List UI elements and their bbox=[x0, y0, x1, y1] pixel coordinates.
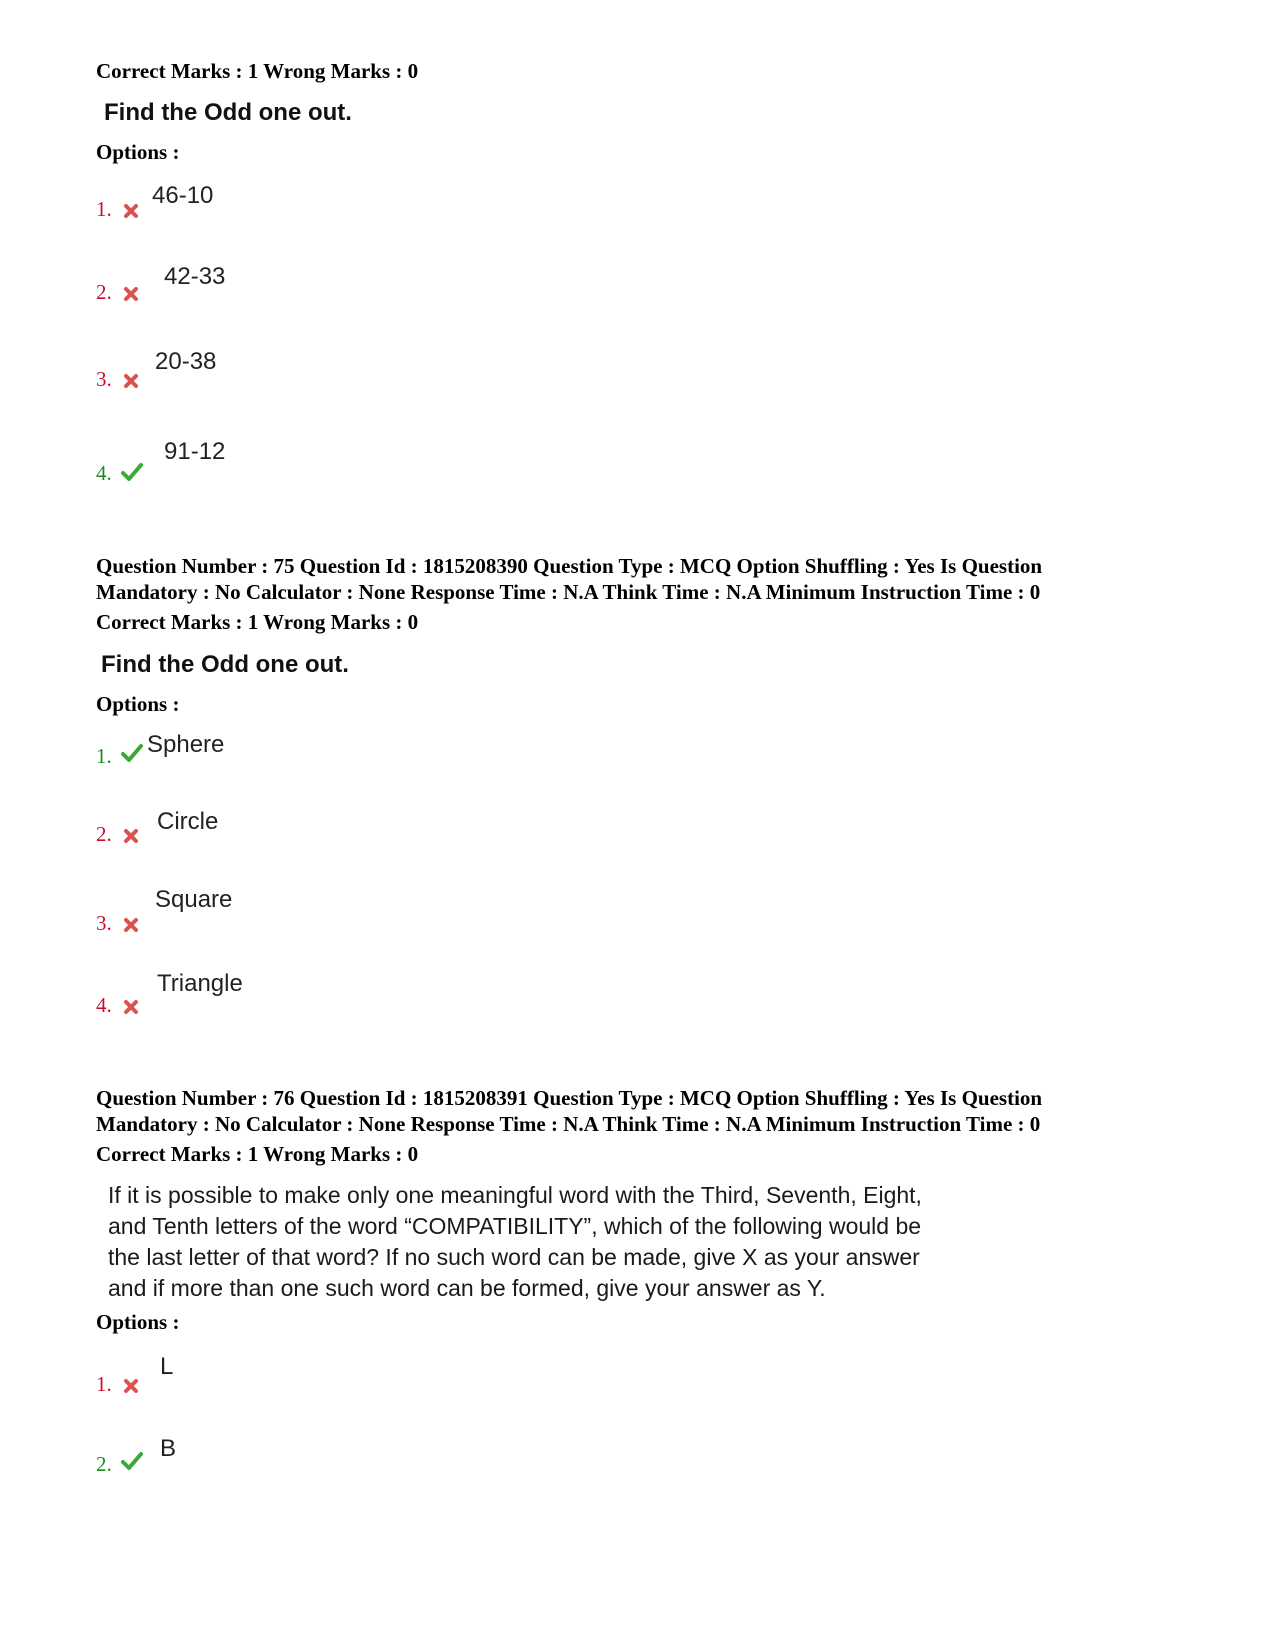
q76-header-line-1: Question Number : 76 Question Id : 1815208391 Question Type : MCQ Option Shuffling : Yes Is Question bbox=[96, 1086, 1043, 1110]
cross-icon bbox=[120, 283, 142, 305]
option-text: 91-12 bbox=[164, 438, 226, 465]
checkmark-icon bbox=[120, 1449, 144, 1473]
q75-header-line-2: Mandatory : No Calculator : None Response Time : N.A Think Time : N.A Minimum Instruction Time : 0 bbox=[96, 580, 1041, 604]
q74-stem: Find the Odd one out. bbox=[104, 99, 352, 126]
q75-stem: Find the Odd one out. bbox=[101, 651, 349, 678]
option-text: Sphere bbox=[147, 731, 225, 758]
q75-options-label: Options : bbox=[96, 692, 180, 716]
option-number: 1. bbox=[96, 744, 112, 768]
q74-option-2 bbox=[0, 263, 600, 323]
cross-icon bbox=[120, 200, 142, 222]
q74-option-1 bbox=[0, 180, 600, 240]
q74-options-label: Options : bbox=[96, 140, 180, 164]
cross-icon bbox=[120, 370, 142, 392]
option-number: 2. bbox=[96, 1452, 112, 1476]
q76-stem-line-2: and Tenth letters of the word “COMPATIBILITY”, which of the following would be bbox=[108, 1213, 922, 1239]
option-number: 1. bbox=[96, 1372, 112, 1396]
option-number: 3. bbox=[96, 911, 112, 935]
q74-option-4 bbox=[0, 438, 600, 504]
option-number: 1. bbox=[96, 197, 112, 221]
q76-header-line-2: Mandatory : No Calculator : None Response Time : N.A Think Time : N.A Minimum Instruction Time : 0 bbox=[96, 1112, 1041, 1136]
option-text: Triangle bbox=[157, 970, 243, 997]
cross-icon bbox=[120, 1375, 142, 1397]
q75-option-1 bbox=[0, 727, 600, 787]
option-number: 4. bbox=[96, 461, 112, 485]
q74-option-3 bbox=[0, 350, 600, 410]
q76-options-label: Options : bbox=[96, 1310, 180, 1334]
option-number: 4. bbox=[96, 993, 112, 1017]
q76-stem-line-3: the last letter of that word? If no such word can be made, give X as your answer bbox=[108, 1244, 920, 1270]
q74-marks: Correct Marks : 1 Wrong Marks : 0 bbox=[96, 59, 419, 83]
q75-header-line-1: Question Number : 75 Question Id : 1815208390 Question Type : MCQ Option Shuffling : Yes Is Question bbox=[96, 554, 1043, 578]
option-text: 42-33 bbox=[164, 263, 226, 290]
q75-option-3 bbox=[0, 886, 600, 954]
cross-icon bbox=[120, 996, 142, 1018]
cross-icon bbox=[120, 914, 142, 936]
q76-marks: Correct Marks : 1 Wrong Marks : 0 bbox=[96, 1142, 419, 1166]
q76-stem bbox=[108, 1180, 1108, 1304]
option-number: 2. bbox=[96, 280, 112, 304]
q76-stem-line-4: and if more than one such word can be formed, give your answer as Y. bbox=[108, 1275, 826, 1301]
option-text: 20-38 bbox=[155, 348, 217, 375]
option-number: 3. bbox=[96, 367, 112, 391]
cross-icon bbox=[120, 825, 142, 847]
checkmark-icon bbox=[120, 460, 144, 484]
option-text: L bbox=[160, 1353, 174, 1380]
q75-marks: Correct Marks : 1 Wrong Marks : 0 bbox=[96, 610, 419, 634]
checkmark-icon bbox=[120, 741, 144, 765]
option-text: B bbox=[160, 1435, 177, 1462]
q76-option-2 bbox=[0, 1435, 600, 1495]
option-text: 46-10 bbox=[152, 182, 214, 209]
q75-option-4 bbox=[0, 970, 600, 1036]
q76-stem-line-1: If it is possible to make only one meaningful word with the Third, Seventh, Eight, bbox=[108, 1182, 922, 1208]
option-number: 2. bbox=[96, 822, 112, 846]
option-text: Square bbox=[155, 886, 233, 913]
q76-option-1 bbox=[0, 1355, 600, 1415]
option-text: Circle bbox=[157, 808, 219, 835]
q75-option-2 bbox=[0, 805, 600, 865]
